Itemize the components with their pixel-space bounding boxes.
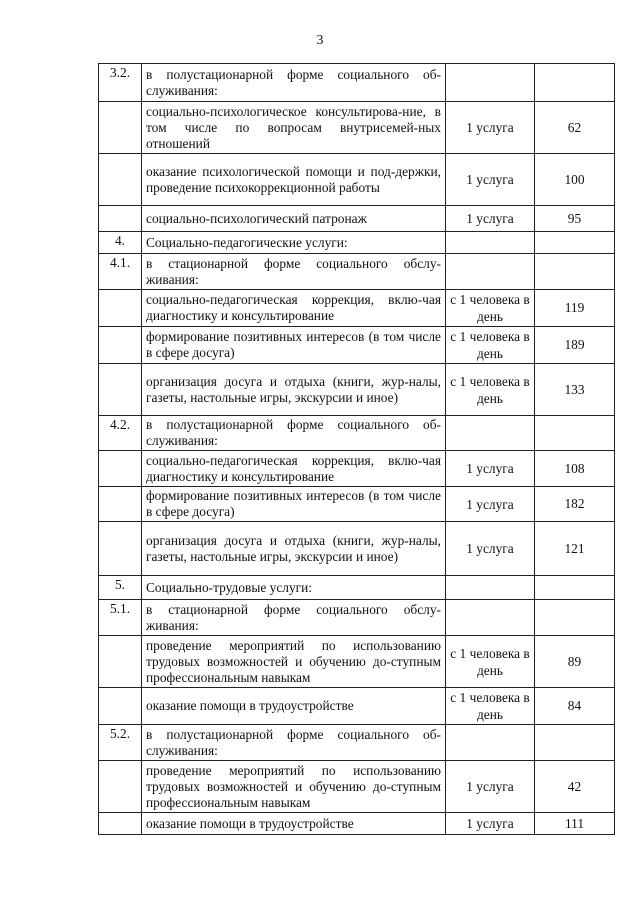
service-price: 62 bbox=[535, 102, 615, 154]
service-description: Социально-трудовые услуги: bbox=[142, 576, 446, 600]
table-row bbox=[99, 364, 615, 416]
item-number bbox=[99, 636, 142, 688]
table-row bbox=[99, 416, 615, 451]
unit-of-measure: 1 услуга bbox=[446, 761, 535, 813]
table-row bbox=[99, 206, 615, 232]
table-row bbox=[99, 725, 615, 761]
service-price: 84 bbox=[535, 688, 615, 725]
unit-of-measure: 1 услуга bbox=[446, 487, 535, 522]
service-price: 133 bbox=[535, 364, 615, 416]
service-price bbox=[535, 576, 615, 600]
service-price: 89 bbox=[535, 636, 615, 688]
item-number bbox=[99, 206, 142, 232]
service-description: проведение мероприятий по использованию трудовых возможностей и обучению до-ступным профессиональным навыкам bbox=[142, 636, 446, 688]
service-price bbox=[535, 416, 615, 451]
item-number: 5.2. bbox=[99, 725, 142, 761]
item-number: 5. bbox=[99, 576, 142, 600]
item-number bbox=[99, 761, 142, 813]
table-row bbox=[99, 102, 615, 154]
unit-of-measure: 1 услуга bbox=[446, 102, 535, 154]
table-row bbox=[99, 636, 615, 688]
unit-of-measure: с 1 человека в день bbox=[446, 688, 535, 725]
service-price: 100 bbox=[535, 154, 615, 206]
service-description: социально-психологическое консультирова-ние, в том числе по вопросам внутрисемей-ных отношений bbox=[142, 102, 446, 154]
item-number bbox=[99, 327, 142, 364]
service-price bbox=[535, 232, 615, 254]
table-row bbox=[99, 327, 615, 364]
service-description: проведение мероприятий по использованию трудовых возможностей и обучению до-ступным профессиональным навыкам bbox=[142, 761, 446, 813]
item-number bbox=[99, 290, 142, 327]
table-row bbox=[99, 522, 615, 576]
unit-of-measure bbox=[446, 416, 535, 451]
item-number: 4.2. bbox=[99, 416, 142, 451]
service-description: в полустационарной форме социального об-служивания: bbox=[142, 725, 446, 761]
service-description: в стационарной форме социального обслу-живания: bbox=[142, 254, 446, 290]
service-description: Социально-педагогические услуги: bbox=[142, 232, 446, 254]
table-row bbox=[99, 290, 615, 327]
unit-of-measure: 1 услуга bbox=[446, 451, 535, 487]
service-price bbox=[535, 600, 615, 636]
item-number bbox=[99, 487, 142, 522]
table-body bbox=[99, 64, 615, 835]
service-price: 42 bbox=[535, 761, 615, 813]
service-price: 111 bbox=[535, 813, 615, 835]
service-price bbox=[535, 725, 615, 761]
table-row bbox=[99, 813, 615, 835]
service-description: социально-педагогическая коррекция, вклю-чая диагностику и консультирование bbox=[142, 451, 446, 487]
item-number bbox=[99, 364, 142, 416]
unit-of-measure bbox=[446, 576, 535, 600]
service-description: в полустационарной форме социального об-служивания: bbox=[142, 416, 446, 451]
item-number bbox=[99, 522, 142, 576]
service-description: оказание психологической помощи и под-держки, проведение психокоррекционной работы bbox=[142, 154, 446, 206]
service-description: в полустационарной форме социального об-служивания: bbox=[142, 64, 446, 102]
unit-of-measure: 1 услуга bbox=[446, 522, 535, 576]
table-row bbox=[99, 576, 615, 600]
service-description: социально-психологический патронаж bbox=[142, 206, 446, 232]
service-price: 182 bbox=[535, 487, 615, 522]
unit-of-measure: 1 услуга bbox=[446, 813, 535, 835]
unit-of-measure bbox=[446, 600, 535, 636]
unit-of-measure: с 1 человека в день bbox=[446, 327, 535, 364]
unit-of-measure bbox=[446, 254, 535, 290]
item-number: 4.1. bbox=[99, 254, 142, 290]
unit-of-measure: 1 услуга bbox=[446, 154, 535, 206]
table-row bbox=[99, 600, 615, 636]
service-description: формирование позитивных интересов (в том числе в сфере досуга) bbox=[142, 487, 446, 522]
service-description: оказание помощи в трудоустройстве bbox=[142, 813, 446, 835]
service-description: в стационарной форме социального обслу-живания: bbox=[142, 600, 446, 636]
service-description: оказание помощи в трудоустройстве bbox=[142, 688, 446, 725]
item-number: 4. bbox=[99, 232, 142, 254]
services-price-table bbox=[98, 63, 615, 835]
table-row bbox=[99, 688, 615, 725]
service-price: 108 bbox=[535, 451, 615, 487]
item-number bbox=[99, 813, 142, 835]
table-row bbox=[99, 64, 615, 102]
service-price bbox=[535, 64, 615, 102]
item-number: 3.2. bbox=[99, 64, 142, 102]
service-description: формирование позитивных интересов (в том числе в сфере досуга) bbox=[142, 327, 446, 364]
item-number bbox=[99, 688, 142, 725]
unit-of-measure bbox=[446, 725, 535, 761]
unit-of-measure: с 1 человека в день bbox=[446, 290, 535, 327]
service-description: социально-педагогическая коррекция, вклю-чая диагностику и консультирование bbox=[142, 290, 446, 327]
page-number: 3 bbox=[316, 33, 324, 48]
table-row bbox=[99, 254, 615, 290]
item-number bbox=[99, 451, 142, 487]
unit-of-measure: с 1 человека в день bbox=[446, 636, 535, 688]
table-row bbox=[99, 232, 615, 254]
service-price bbox=[535, 254, 615, 290]
item-number: 5.1. bbox=[99, 600, 142, 636]
table-row bbox=[99, 154, 615, 206]
service-price: 119 bbox=[535, 290, 615, 327]
service-description: организация досуга и отдыха (книги, жур-налы, газеты, настольные игры, экскурсии и иное) bbox=[142, 522, 446, 576]
service-price: 189 bbox=[535, 327, 615, 364]
item-number bbox=[99, 154, 142, 206]
table-row bbox=[99, 487, 615, 522]
service-price: 95 bbox=[535, 206, 615, 232]
table-row bbox=[99, 451, 615, 487]
item-number bbox=[99, 102, 142, 154]
unit-of-measure: 1 услуга bbox=[446, 206, 535, 232]
service-price: 121 bbox=[535, 522, 615, 576]
unit-of-measure: с 1 человека в день bbox=[446, 364, 535, 416]
unit-of-measure bbox=[446, 64, 535, 102]
service-description: организация досуга и отдыха (книги, жур-налы, газеты, настольные игры, экскурсии и иное) bbox=[142, 364, 446, 416]
unit-of-measure bbox=[446, 232, 535, 254]
table-row bbox=[99, 761, 615, 813]
